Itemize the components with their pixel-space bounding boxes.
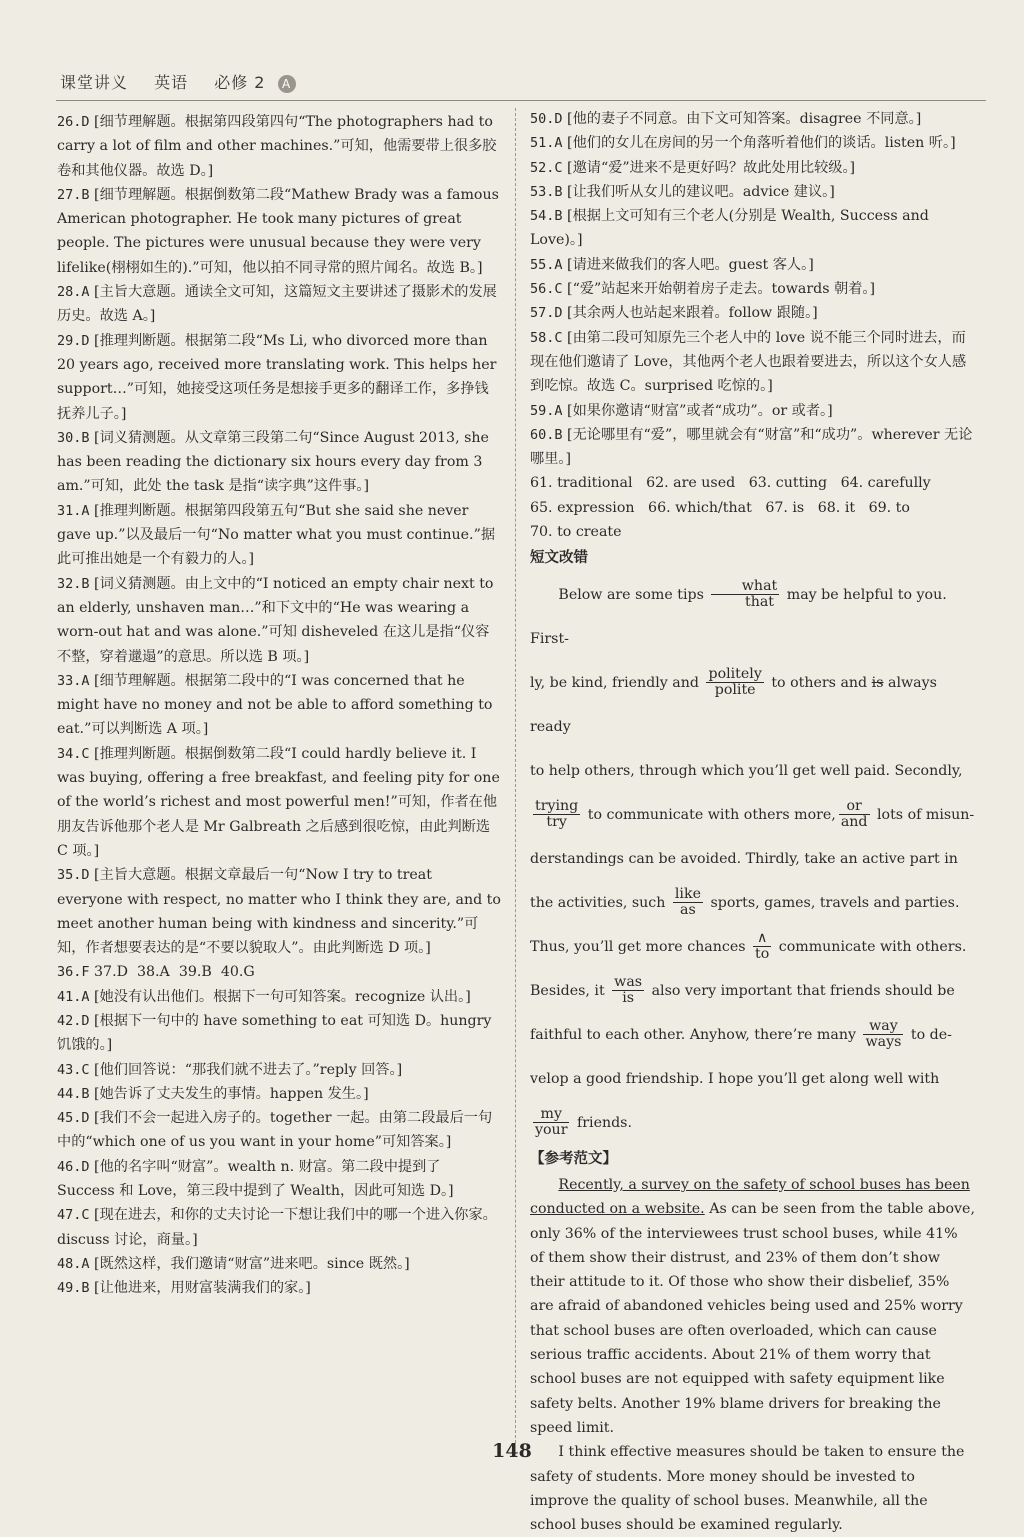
- answer-explanation: [主旨大意题。根据文章最后一句“Now I try to treat everyone with respect, no matter who I think they are, and to meet another human being with kindness and sincerity.”可知，作者想要表达的是“不要以貌取人”。由此判断选 D 项。]: [57, 867, 506, 957]
- answer-item: [57, 669, 502, 742]
- answer-item: [57, 1276, 502, 1300]
- answer-explanation: [让他进来，用财富装满我们的家。]: [94, 1280, 311, 1297]
- correction-text: to de-: [906, 1026, 952, 1043]
- answer-number: 29.D: [57, 332, 90, 349]
- answer-explanation: [根据上文可知有三个老人(分别是 Wealth, Success and Love)。]: [530, 208, 934, 249]
- correction-original-word: your: [535, 1122, 568, 1139]
- correction-inserted-word: was: [614, 974, 643, 991]
- answer-number: 55.A: [530, 256, 563, 273]
- correction-inserted-word: trying: [535, 798, 579, 815]
- correction-original-word: polite: [714, 682, 756, 699]
- correction-line: [530, 837, 975, 881]
- correction-inserted-word: what: [711, 579, 779, 595]
- correction-mark: [533, 799, 580, 830]
- answer-item: [57, 1203, 502, 1252]
- correction-line: [530, 793, 975, 837]
- correction-original-word: to: [755, 946, 770, 963]
- answer-explanation: [让我们听从女儿的建议吧。advice 建议。]: [567, 183, 835, 200]
- answer-explanation: [他们的女儿在房间的另一个角落听着他们的谈话。listen 听。]: [567, 135, 956, 152]
- volume: 必修 2: [214, 73, 266, 92]
- answer-explanation: 37.D 38.A 39.B 40.G: [94, 964, 255, 981]
- answer-number: 51.A: [530, 135, 563, 152]
- answer-explanation: [推理判断题。根据倒数第二段“I could hardly believe it. I was buying, offering a free breakfast, and feeling pity for one of the world’s richest and most powerful men!”可知，作者在他朋友告诉他那个老人是 Mr Galbreath 之后感到很吃惊，由此判断选 C 项。]: [57, 745, 505, 859]
- answer-item: [57, 960, 502, 984]
- answer-number: 41.A: [57, 988, 90, 1005]
- answer-number: 43.C: [57, 1061, 90, 1078]
- answer-explanation: [其余两人也站起来跟着。follow 跟随。]: [567, 305, 818, 322]
- answer-number: 44.B: [57, 1085, 90, 1102]
- answer-number: 52.C: [530, 159, 563, 176]
- correction-original-word: that: [745, 594, 774, 611]
- answer-explanation: [如果你邀请“财富”或者“成功”。or 或者。]: [567, 402, 833, 419]
- answer-item: [530, 277, 975, 301]
- answer-explanation: [“爱”站起来开始朝着房子走去。towards 朝着。]: [567, 281, 876, 298]
- correction-original-word: as: [680, 902, 696, 919]
- correction-text: to communicate with others more,: [583, 806, 836, 823]
- correction-deleted-word: is: [871, 674, 884, 691]
- book-title: 课堂讲义: [60, 73, 129, 92]
- grammar-answer-row: 61. traditional 62. are used 63. cutting 64. carefully: [530, 475, 931, 492]
- correction-inserted-word: politely: [708, 666, 762, 683]
- correction-mark: [612, 975, 644, 1006]
- answer-item: [530, 180, 975, 204]
- answer-number: 59.A: [530, 402, 563, 419]
- correction-text: always ready: [530, 674, 937, 735]
- correction-text: velop a good friendship. I hope you’ll get along well with: [530, 1070, 940, 1087]
- answer-number: 60.B: [530, 426, 563, 443]
- answer-number: 36.F: [57, 964, 90, 981]
- correction-mark: [673, 887, 703, 918]
- answer-number: 32.B: [57, 575, 90, 592]
- answer-number: 30.B: [57, 429, 90, 446]
- answer-number: 58.C: [530, 329, 563, 346]
- correction-line: [530, 925, 975, 969]
- answer-item: [57, 1009, 502, 1058]
- answer-item: [57, 499, 502, 572]
- header-rule: [56, 100, 986, 101]
- answer-item: [530, 423, 975, 472]
- correction-line: [530, 1013, 975, 1057]
- answer-explanation: [主旨大意题。通读全文可知，这篇短文主要讲述了摄影术的发展历史。故选 A。]: [57, 284, 497, 325]
- correction-inserted-word: way: [863, 1019, 903, 1035]
- correction-line: [530, 749, 975, 793]
- answer-explanation: [根据下一句中的 have something to eat 可知选 D。hungry 饥饿的。]: [57, 1012, 496, 1054]
- correction-text: the activities, such: [530, 894, 670, 911]
- answer-item: [57, 329, 502, 426]
- column-divider: [515, 108, 516, 1443]
- answer-item: [57, 110, 502, 183]
- correction-mark: [533, 1107, 569, 1138]
- correction-text: communicate with others.: [774, 938, 967, 955]
- correction-text: Below are some tips: [558, 586, 709, 603]
- page-number: 148: [492, 1440, 532, 1462]
- correction-text: to others and: [766, 674, 872, 691]
- correction-original-word: and: [840, 814, 868, 831]
- answer-item: [57, 985, 502, 1009]
- answer-explanation: [他们回答说：“那我们就不进去了。”reply 回答。]: [94, 1061, 403, 1078]
- correction-text: may be helpful to you. First-: [530, 586, 947, 647]
- correction-text: sports, games, travels and parties.: [705, 894, 960, 911]
- answer-number: 50.D: [530, 111, 563, 127]
- edition-badge: A: [278, 75, 296, 93]
- answer-explanation: [她没有认出他们。根据下一句可知答案。recognize 认出。]: [94, 988, 471, 1005]
- answer-item: [530, 156, 975, 180]
- essay-paragraph-1-rest: As can be seen from the table above, only 36% of the interviewees trust school buses, while 41% of them show their distrust, and 23% of them don’t show their attitude to it. Of those who show their disbelief, 35% are afraid of abandoned vehicles being used and 25% worry that school buses are often overloaded, which can cause serious traffic accidents. About 21% of them worry that school buses are not equipped with safety equipment like safety belts. Another 19% blame drivers for breaking the speed limit.: [530, 1201, 975, 1436]
- answer-number: 45.D: [57, 1110, 90, 1127]
- essay-underlined-sentence: Recently, a survey on the safety of school buses has been conducted on a website.: [530, 1176, 970, 1218]
- correction-text: lots of misun-: [872, 806, 975, 823]
- answer-item: [530, 204, 975, 253]
- essay-paragraph-1: [530, 1173, 975, 1440]
- correction-line: [530, 969, 975, 1013]
- right-column: [530, 107, 975, 1537]
- answer-number: 33.A: [57, 672, 90, 689]
- grammar-answer-row: 65. expression 66. which/that 67. is 68. it 69. to: [530, 499, 910, 516]
- answer-list-right: [530, 107, 975, 471]
- correction-mark: [839, 799, 870, 830]
- answer-explanation: [细节理解题。根据第二段中的“I was concerned that he might have no money and not be able to afford something to eat.”可以判断选 A 项。]: [57, 672, 497, 738]
- correction-line: [530, 1057, 975, 1101]
- answer-number: 57.D: [530, 305, 563, 322]
- correction-inserted-word: like: [674, 886, 701, 903]
- answer-number: 27.B: [57, 186, 90, 203]
- answer-explanation: [推理判断题。根据第二段“Ms Li, who divorced more than 20 years ago, received more translating work. This helps her support…”可知，她接受这项任务是想接手更多的翻译工作，多挣钱抚养儿子。]: [57, 332, 501, 422]
- grammar-answers: [530, 471, 975, 544]
- answer-number: 26.D: [57, 114, 90, 130]
- answer-explanation: [无论哪里有“爱”，哪里就会有“财富”和“成功”。wherever 无论哪里。]: [530, 426, 973, 468]
- correction-mark: [753, 931, 771, 962]
- answer-number: 47.C: [57, 1207, 90, 1224]
- correction-text: Thus, you’ll get more chances: [530, 938, 751, 955]
- correction-line: [530, 1101, 975, 1145]
- correction-passage: [530, 573, 975, 1145]
- answer-number: 56.C: [530, 281, 563, 298]
- answer-item: [57, 1082, 502, 1106]
- answer-item: [57, 742, 505, 863]
- answer-explanation: [现在进去，和你的丈夫讨论一下想让我们中的哪一个进入你家。discuss 讨论，商量。]: [57, 1207, 497, 1248]
- answer-item: [57, 1106, 502, 1155]
- answer-explanation: [邀请“爱”进来不是更好吗？故此处用比较级。]: [567, 159, 856, 176]
- correction-line: [530, 661, 975, 749]
- correction-title: 短文改错: [530, 550, 588, 567]
- correction-text: ly, be kind, friendly and: [530, 674, 704, 691]
- answer-explanation: [我们不会一起进入房子的。together 一起。由第二段最后一句中的“which one of us you want in your home”可知答案。]: [57, 1110, 493, 1151]
- page-header: [60, 70, 296, 93]
- answer-item: [530, 326, 975, 399]
- correction-original-word: is: [622, 990, 635, 1007]
- answer-number: 34.C: [57, 745, 90, 762]
- answer-item: [57, 1058, 502, 1082]
- answer-explanation: [词义猜测题。从文章第三段第二句“Since August 2013, she has been reading the dictionary six hours every day from 3 am.”可知，此处 the task 是指“读字典”这件事。]: [57, 429, 494, 495]
- correction-text: derstandings can be avoided. Thirdly, take an active part in: [530, 850, 958, 867]
- correction-original-word: ways: [865, 1034, 902, 1051]
- correction-text: faithful to each other. Anyhow, there’re many: [530, 1026, 861, 1043]
- correction-line: [530, 573, 975, 661]
- correction-inserted-word: or: [839, 799, 870, 815]
- answer-number: 42.D: [57, 1012, 90, 1029]
- answer-number: 49.B: [57, 1280, 90, 1297]
- correction-text: friends.: [572, 1114, 632, 1131]
- answer-number: 28.A: [57, 284, 90, 301]
- answer-number: 35.D: [57, 867, 90, 884]
- correction-original-word: try: [546, 814, 567, 831]
- correction-mark: [863, 1019, 903, 1050]
- answer-item: [57, 1155, 502, 1204]
- answer-explanation: [细节理解题。根据第四段第四句“The photographers had to carry a lot of film and other machines.”可知，他需要带上很多胶卷和其他仪器。故选 D。]: [57, 114, 498, 179]
- answer-item: [57, 280, 502, 329]
- correction-text: Besides, it: [530, 982, 610, 999]
- correction-line: [530, 881, 975, 925]
- answer-explanation: [推理判断题。根据第四段第五句“But she said she never gave up.”以及最后一句“No matter what you must continue.”据此可推出她是一个有毅力的人。]: [57, 502, 496, 568]
- answer-item: [530, 253, 975, 277]
- answer-explanation: [词义猜测题。由上文中的“I noticed an empty chair next to an elderly, unshaven man…”和下文中的“He was wearing a worn-out hat and was alone.”可知 disheveled 在这儿是指“仪容不整，穿着邋遢”的意思。所以选 B 项。]: [57, 575, 498, 665]
- answer-item: [57, 863, 506, 960]
- answer-explanation: [细节理解题。根据倒数第二段“Mathew Brady was a famous American photographer. He took many pictures of great people. The pictures were unusual because they were very lifelike(栩栩如生的).”可知，他以拍不同寻常的照片闻名。故选 B。]: [57, 186, 504, 276]
- answer-item: [530, 107, 975, 131]
- correction-mark: [711, 579, 779, 610]
- correction-inserted-word: my: [533, 1107, 569, 1123]
- correction-inserted-word: ∧: [753, 931, 771, 947]
- answer-explanation: [他的妻子不同意。由下文可知答案。disagree 不同意。]: [567, 111, 922, 127]
- answer-number: 48.A: [57, 1255, 90, 1272]
- answer-explanation: [既然这样，我们邀请“财富”进来吧。since 既然。]: [94, 1255, 410, 1272]
- grammar-answer-row: 70. to create: [530, 524, 622, 541]
- essay-title: 【参考范文】: [530, 1150, 617, 1167]
- answer-explanation: [她告诉了丈夫发生的事情。happen 发生。]: [94, 1085, 369, 1102]
- answer-number: 46.D: [57, 1158, 90, 1175]
- left-column: [57, 110, 506, 1301]
- correction-text: also very important that friends should be: [647, 982, 955, 999]
- correction-text: to help others, through which you’ll get well paid. Secondly,: [530, 762, 963, 779]
- answer-item: [530, 131, 975, 155]
- answer-explanation: [请进来做我们的客人吧。guest 客人。]: [567, 256, 814, 273]
- subject: 英语: [154, 73, 189, 92]
- answer-explanation: [由第二段可知原先三个老人中的 love 说不能三个同时进去，而现在他们邀请了 Love，其他两个老人也跟着要进去，所以这个女人感到吃惊。故选 C。surprised 吃惊的。]: [530, 329, 967, 395]
- answer-explanation: [他的名字叫“财富”。wealth n. 财富。第二段中提到了 Success 和 Love，第三段中提到了 Wealth，因此可知选 D。]: [57, 1158, 454, 1200]
- answer-item: [530, 301, 975, 325]
- answer-item: [57, 426, 502, 499]
- answer-number: 53.B: [530, 183, 563, 200]
- answer-item: [530, 399, 975, 423]
- answer-item: [57, 572, 502, 669]
- answer-number: 54.B: [530, 208, 563, 225]
- essay-paragraph-2: I think effective measures should be taken to ensure the safety of students. More money should be invested to improve the quality of school buses. Meanwhile, all the school buses should be examined regularly.: [530, 1444, 965, 1534]
- answer-number: 31.A: [57, 502, 90, 519]
- answer-item: [57, 1252, 502, 1276]
- answer-item: [57, 183, 502, 280]
- correction-mark: [706, 667, 763, 698]
